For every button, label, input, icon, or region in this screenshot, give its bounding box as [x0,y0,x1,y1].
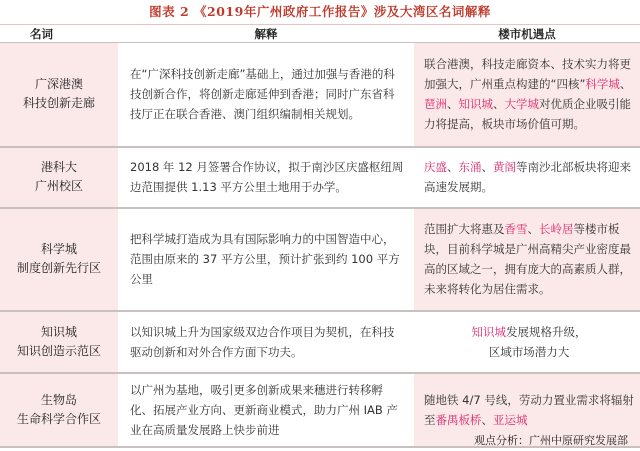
market-segment: 、 [481,160,493,174]
market-segment: 、 [447,160,459,174]
term-line-1: 广深港澳 [34,77,83,92]
market-cell [414,208,640,311]
market-segment: 发展规格升级， [506,324,587,339]
market-cell [414,43,640,147]
highlight-term: 知识城 [471,324,506,339]
highlight-term: 琶洲 [424,97,447,112]
market-segment: 区域市场潜力大 [488,344,570,359]
market-text [424,390,634,430]
explanation-cell [118,208,414,311]
market-text [424,322,634,362]
table-row [0,43,640,147]
explanation-text: 以知识城上升为国家级双边合作项目为契机，在科技驱动创新和对外合作方面下功夫。 [130,324,395,359]
market-segment: 对优质企业吸引能力将提高，板块市场价值可期。 [424,97,631,132]
market-segment: 、 [619,77,632,92]
term-line-2: 制度创新先行区 [16,261,101,275]
term-line-1: 港科大 [40,160,77,174]
table-row [0,311,640,373]
highlight-term: 番禺板桥 [435,412,482,427]
glossary-table [0,25,640,448]
market-segment: 随地铁 4/7 号线，劳动力置业需求将辐射至 [424,392,634,427]
term-cell [0,311,118,373]
term-line-2: 知识创造示范区 [16,343,101,358]
highlight-term: 黄阁 [493,160,516,174]
explanation-text: 2018 年 12 月签署合作协议，拟于南沙区庆盛枢纽周边范围提供 1.13 平方公里土地用于办学。 [130,160,404,194]
highlight-term: 大学城 [504,97,539,112]
highlight-term: 长岭居 [539,222,574,236]
term-line-2: 生命科学合作区 [16,411,101,426]
highlight-term: 知识城 [458,97,493,112]
market-text [424,157,634,197]
source-note: 观点分析：广州中原研究发展部 [474,434,628,447]
highlight-term: 庆盛 [424,160,447,174]
market-cell [414,147,640,208]
explanation-cell [118,147,414,208]
market-segment: 联合港澳，科技走廊资本、技术实力将更加强大，广州重点构建的“四核” [424,57,631,92]
term-cell [0,373,118,447]
market-segment: 、 [493,97,505,112]
market-text [424,219,634,299]
term-line-1: 知识城 [40,324,77,339]
table-row [0,147,640,208]
explanation-text: 把科学城打造成为具有国际影响力的中国智造中心，范围由原来的 37 平方公里，预计扩张到约 100 平方公里 [130,232,400,286]
highlight-term: 科学城 [585,77,620,92]
highlight-term: 香雪 [504,222,528,236]
header-explanation: 解释 [118,25,414,43]
header-market: 楼市机遇点 [414,25,640,43]
market-segment: 范围扩大将惠及 [424,222,505,236]
table-header-row [0,25,640,43]
highlight-term: 东涌 [458,160,482,174]
explanation-cell [118,43,414,147]
market-segment: 、 [447,97,459,112]
term-line-2: 科技创新走廊 [22,96,95,111]
market-text [424,54,634,134]
term-line-1: 生物岛 [40,392,77,407]
term-cell [0,208,118,311]
term-cell [0,147,118,208]
table-title: 图表 2 《2019年广州政府工作报告》涉及大湾区名词解释 [0,0,640,25]
header-name: 名词 [0,25,118,43]
term-cell [0,43,118,147]
explanation-cell [118,311,414,373]
market-segment: 、 [481,412,493,427]
table-row [0,208,640,311]
market-segment: 等楼市板块，目前科学城是广州高精尖产业密度最高的区域之一，拥有庞大的高素质人群，未来将转化为居住需求。 [424,222,631,296]
market-segment: 、 [527,222,539,236]
market-cell [414,311,640,373]
term-line-2: 广州校区 [34,179,83,193]
explanation-cell [118,373,414,447]
explanation-text: 以广州为基地，吸引更多创新成果来穗进行转移孵化、拓展产业方向、更新商业模式，助力广州 IAB 产业在高质量发展路上快步前进 [130,382,398,437]
highlight-term: 亚运城 [493,412,528,427]
explanation-text: 在“广深科技创新走廊”基础上，通过加强与香港的科技创新合作，将创新走廊延伸到香港；同时广东省科技厅正在联合香港、澳门组织编制相关规划。 [130,67,395,122]
term-line-1: 科学城 [40,242,77,256]
market-segment: 等南沙北部板块将迎来高速发展期。 [424,160,631,194]
